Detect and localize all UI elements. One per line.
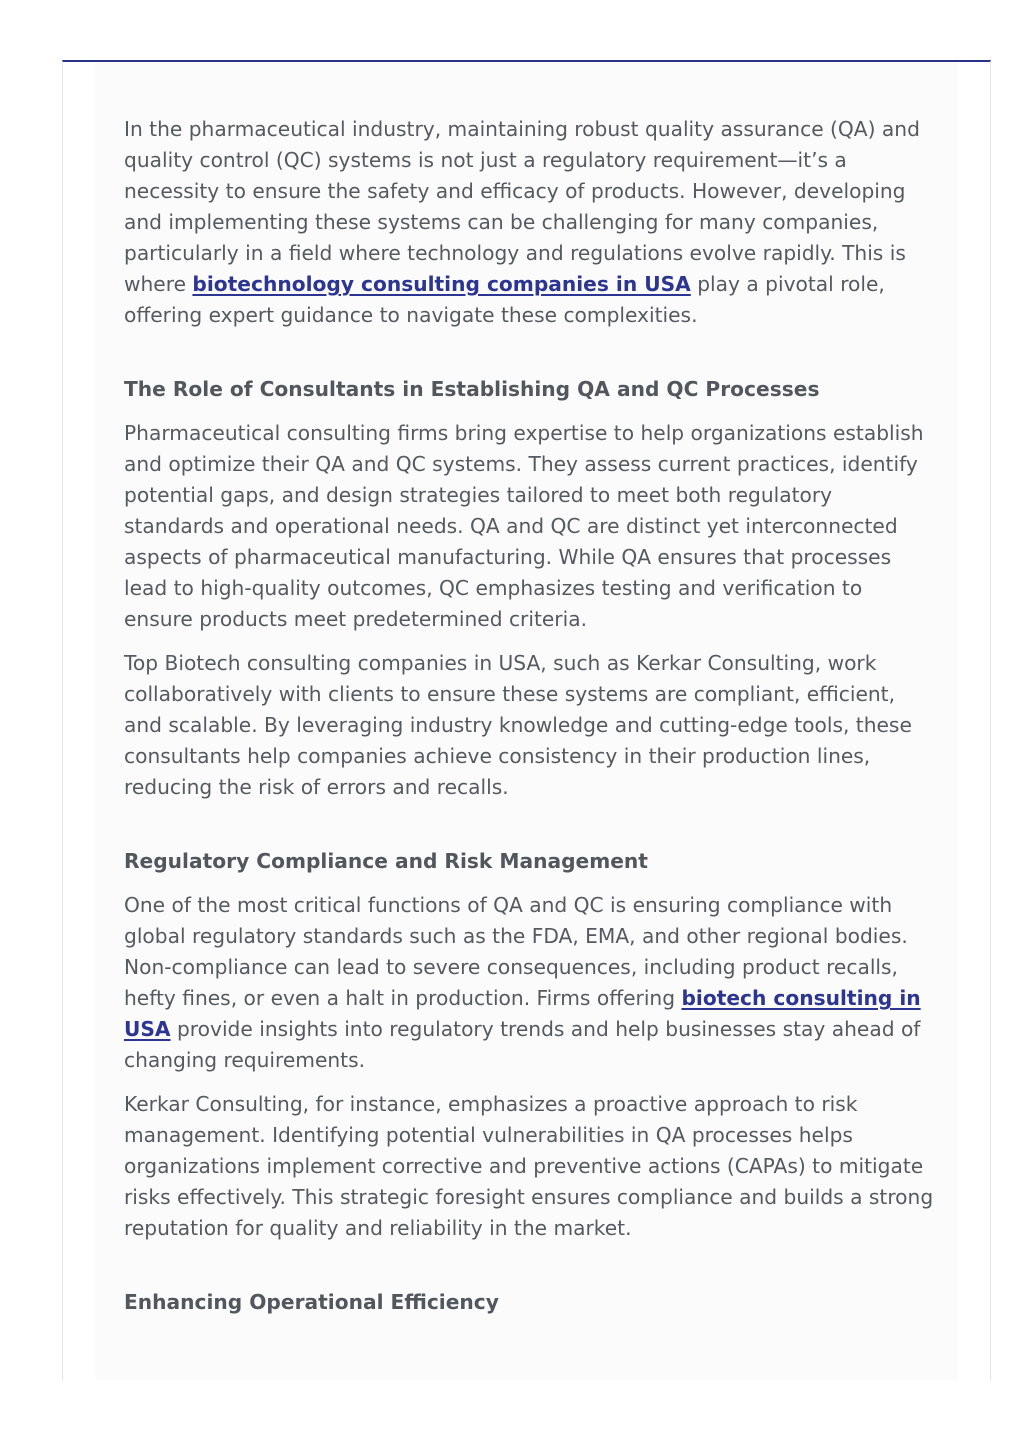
section-regulatory-compliance bbox=[124, 846, 934, 1244]
paragraph-text-after: provide insights into regulatory trends and help businesses stay ahead of changing requirements. bbox=[124, 1017, 921, 1072]
biotechnology-consulting-link[interactable]: biotechnology consulting companies in USA bbox=[192, 272, 691, 296]
section-operational-efficiency bbox=[124, 1287, 934, 1318]
biotech-consulting-link[interactable]: biotech consulting in USA bbox=[124, 986, 921, 1041]
section-paragraph bbox=[124, 890, 934, 1076]
section-heading: Enhancing Operational Efficiency bbox=[124, 1290, 499, 1314]
paragraph-text-before: One of the most critical functions of QA and QC is ensuring compliance with global regulatory standards such as the FDA, EMA, and other regional bodies. Non-compliance can lead to severe consequences, including product recalls, hefty fines, or even a halt in production. Firms offering bbox=[124, 893, 908, 1010]
section-role-of-consultants bbox=[124, 374, 934, 803]
section-paragraph: Kerkar Consulting, for instance, emphasizes a proactive approach to risk management. Identifying potential vulnerabilities in QA processes helps organizations implement corrective and preventive actions (CAPAs) to mitigate risks effectively. This strategic foresight ensures compliance and builds a strong reputation for quality and reliability in the market. bbox=[124, 1092, 934, 1240]
intro-paragraph bbox=[124, 114, 934, 331]
intro-text-after: play a pivotal role, offering expert guidance to navigate these complexities. bbox=[124, 272, 885, 327]
section-heading: Regulatory Compliance and Risk Management bbox=[124, 849, 648, 873]
section-paragraph: Top Biotech consulting companies in USA, such as Kerkar Consulting, work collaboratively with clients to ensure these systems are compliant, efficient, and scalable. By leveraging industry knowledge and cutting-edge tools, these consultants help companies achieve consistency in their production lines, reducing the risk of errors and recalls. bbox=[124, 651, 912, 799]
section-paragraph: Pharmaceutical consulting firms bring expertise to help organizations establish and optimize their QA and QC systems. They assess current practices, identify potential gaps, and design strategies tailored to meet both regulatory standards and operational needs. QA and QC are distinct yet interconnected aspects of pharmaceutical manufacturing. While QA ensures that processes lead to high-quality outcomes, QC emphasizes testing and verification to ensure products meet predetermined criteria. bbox=[124, 421, 924, 631]
intro-text-before: In the pharmaceutical industry, maintaining robust quality assurance (QA) and quality control (QC) systems is not just a regulatory requirement—it’s a necessity to ensure the safety and efficacy of products. However, developing and implementing these systems can be challenging for many companies, particularly in a field where technology and regulations evolve rapidly. This is where bbox=[124, 117, 920, 296]
section-heading: The Role of Consultants in Establishing QA and QC Processes bbox=[124, 377, 820, 401]
article-body bbox=[124, 114, 934, 1331]
